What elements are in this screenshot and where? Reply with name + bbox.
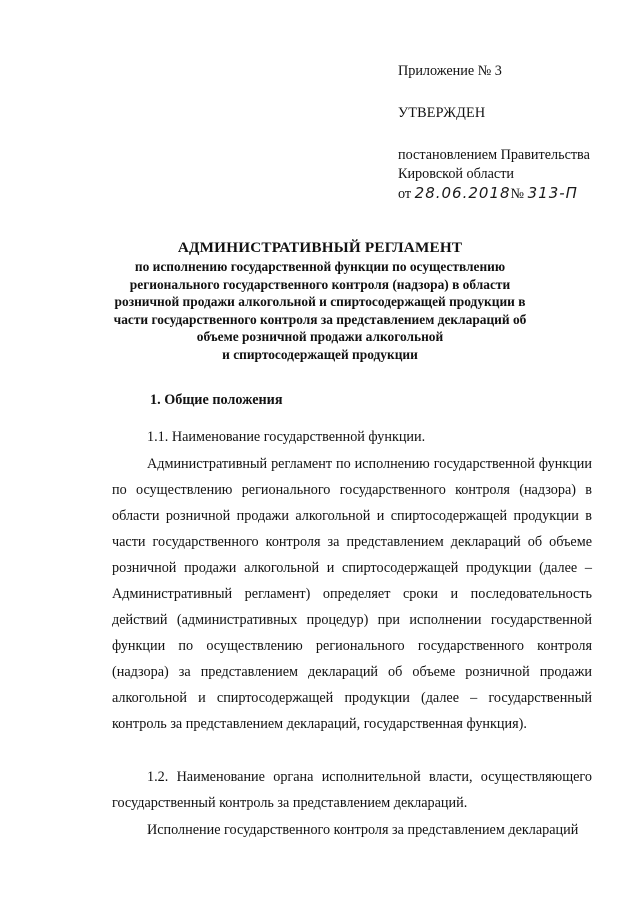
date-prefix: от [398,186,412,202]
approved-label: УТВЕРЖДЕН [398,105,486,121]
title-line: объеме розничной продажи алкогольной [196,329,444,345]
decree-label: постановлением Правительства [398,147,590,163]
title-line: по исполнению государственной функции по осуществлению [134,259,506,274]
title-main: АДМИНИСТРАТИВНЫЙ РЕГЛАМЕНТ [177,239,463,256]
title-line: и спиртосодержащей продукции [222,346,418,362]
paragraph-1-1: 1.1. Наименование государственной функции. [147,429,426,445]
handwritten-number: 313-П [527,184,578,202]
paragraph-regulation-scope: Административный регламент по исполнению государственной функции по осуществлению регионального государственного контроля (надзора) в области розничной продажи алкогольной и спиртосодержащей продукции в части государственного контроля за представлением деклараций об объеме розничной продажи алкогольной и спиртосодержащей продукции (далее – Административный регламент) определяет сроки и последовательность действий (административных процедур) при исполнении государственной функции по осуществлению регионального государственного контроля (надзора) за представлением деклараций об объеме розничной продажи алкогольной и спиртосодержащей продукции (далее – государственный контроль за представлением деклараций, государственная функция). [112,456,592,732]
paragraph-execution: Исполнение государственного контроля за представлением деклараций [147,822,579,838]
decree-date-line [398,184,578,204]
title-line: части государственного контроля за представлением деклараций об [113,311,527,327]
title-line: розничной продажи алкогольной и спиртосодержащей продукции в [114,294,526,310]
title-line: регионального государственного контроля (надзора) в области [129,276,511,292]
paragraph-1-2: 1.2. Наименование органа исполнительной власти, осуществляющего государственный контроль за представлением деклараций. [112,769,592,811]
appendix-label: Приложение № 3 [398,63,502,79]
handwritten-date: 28.06.2018 [414,184,511,202]
region-label: Кировской области [398,166,514,182]
document-title [100,238,540,364]
section-heading: 1. Общие положения [150,392,283,408]
number-sign: № [510,186,525,202]
